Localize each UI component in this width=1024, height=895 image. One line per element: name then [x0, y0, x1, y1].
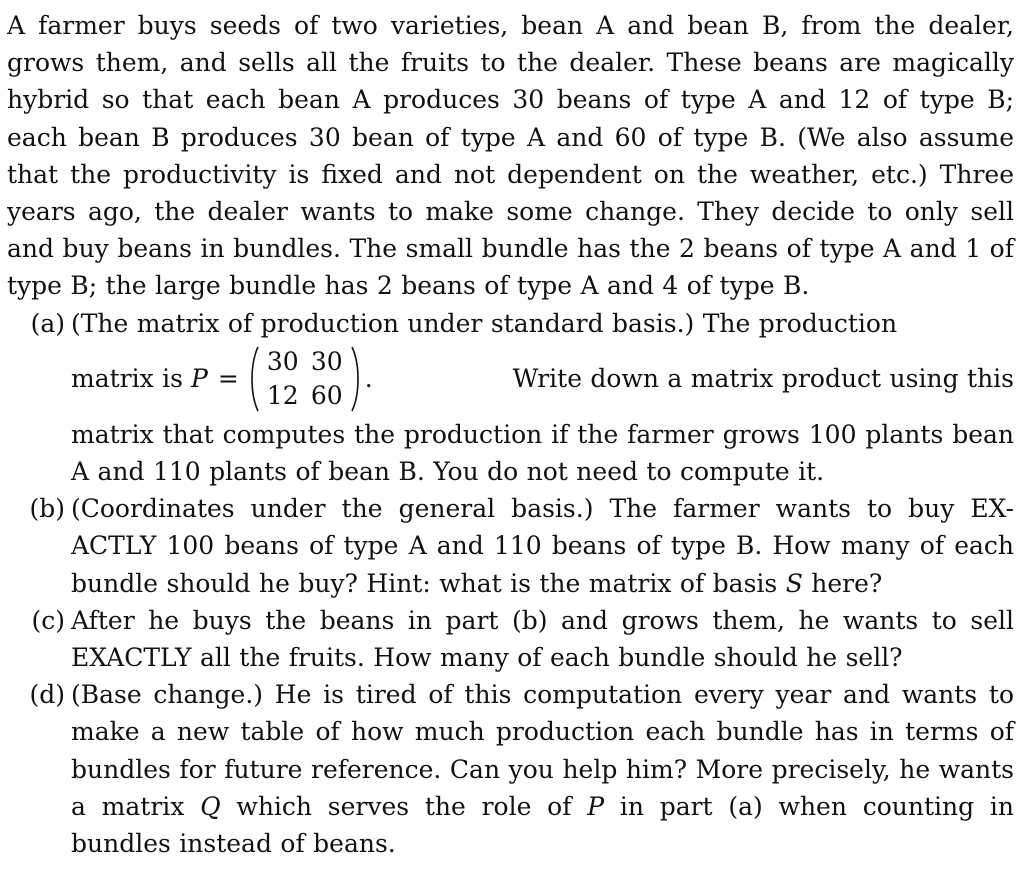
part-a-suffix: Write down a matrix product using this [512, 364, 1014, 394]
production-matrix-variable: P [190, 364, 208, 394]
matrix-cell: 12 [266, 380, 299, 410]
part-a-line1: (The matrix of production under standard basis.) The production [71, 308, 898, 338]
basis-matrix-variable: S [785, 568, 803, 598]
part-b [7, 490, 1014, 602]
part-b-label: (b) [29, 494, 65, 524]
part-d-label: (d) [29, 680, 65, 710]
part-d-text-2: which serves the role of [220, 791, 588, 821]
matrix-cell: 30 [266, 346, 299, 376]
part-a-label: (a) [30, 308, 65, 338]
left-paren-icon [249, 346, 259, 412]
part-b-text [71, 490, 1014, 602]
part-a [7, 305, 1014, 491]
matrix-cell: 60 [310, 380, 343, 410]
part-d-text-1: (Base change.) He is tired of this computation every year and wants to make a new table of how much production each bundle has in terms of bundles for future reference. Can you help him? More precisely, he wants a matrix [71, 680, 1014, 821]
problem-intro: A farmer buys seeds of two varieties, bean A and bean B, from the dealer, grows them, and sells all the fruits to the dealer. These beans are magically hybrid so that each bean A produces 30 beans of type A and 12 of type B; each bean B produces 30 bean of type A and 60 of type B. (We also assume that the productivity is fixed and not dependent on the weather, etc.) Three years ago, the dealer wants to make some change. They decide to only sell and buy beans in bundles. The small bundle has the 2 beans of type A and 1 of type B; the large bundle has 2 beans of type A and 4 of type B. [7, 11, 1014, 301]
production-matrix-reference: P [587, 791, 605, 821]
part-c-text: After he buys the beans in part (b) and grows them, he wants to sell EXACTLY all the fruits. How many of each bundle should he sell? [71, 605, 1014, 673]
equals-sign: = [217, 364, 239, 394]
matrix-cell: 30 [310, 346, 343, 376]
part-d-text-3: in part (a) when counting in bundles instead of beans. [71, 791, 1014, 859]
part-b-text-before: (Coordinates under the general basis.) The farmer wants to buy EX-ACTLY 100 beans of type A and 110 beans of type B. How many of each bundle should he buy? Hint: what is the matrix of basis [71, 494, 1014, 598]
part-c-label: (c) [31, 605, 65, 635]
right-paren-icon [351, 346, 361, 412]
part-d-text [71, 676, 1014, 862]
part-a-prefix: matrix is [71, 364, 183, 394]
part-a-matrix-line [71, 342, 1014, 416]
matrix-cells [259, 345, 351, 413]
matrix-period: . [364, 364, 373, 394]
part-b-text-after: here? [802, 568, 883, 598]
part-c [7, 602, 1014, 676]
part-d [7, 676, 1014, 862]
part-a-rest: matrix that computes the production if the farmer grows 100 plants bean A and 110 plants of bean B. You do not need to compute it. [71, 419, 1014, 487]
production-matrix [249, 345, 361, 413]
problem-document [7, 7, 1014, 862]
bundle-matrix-variable: Q [200, 791, 221, 821]
